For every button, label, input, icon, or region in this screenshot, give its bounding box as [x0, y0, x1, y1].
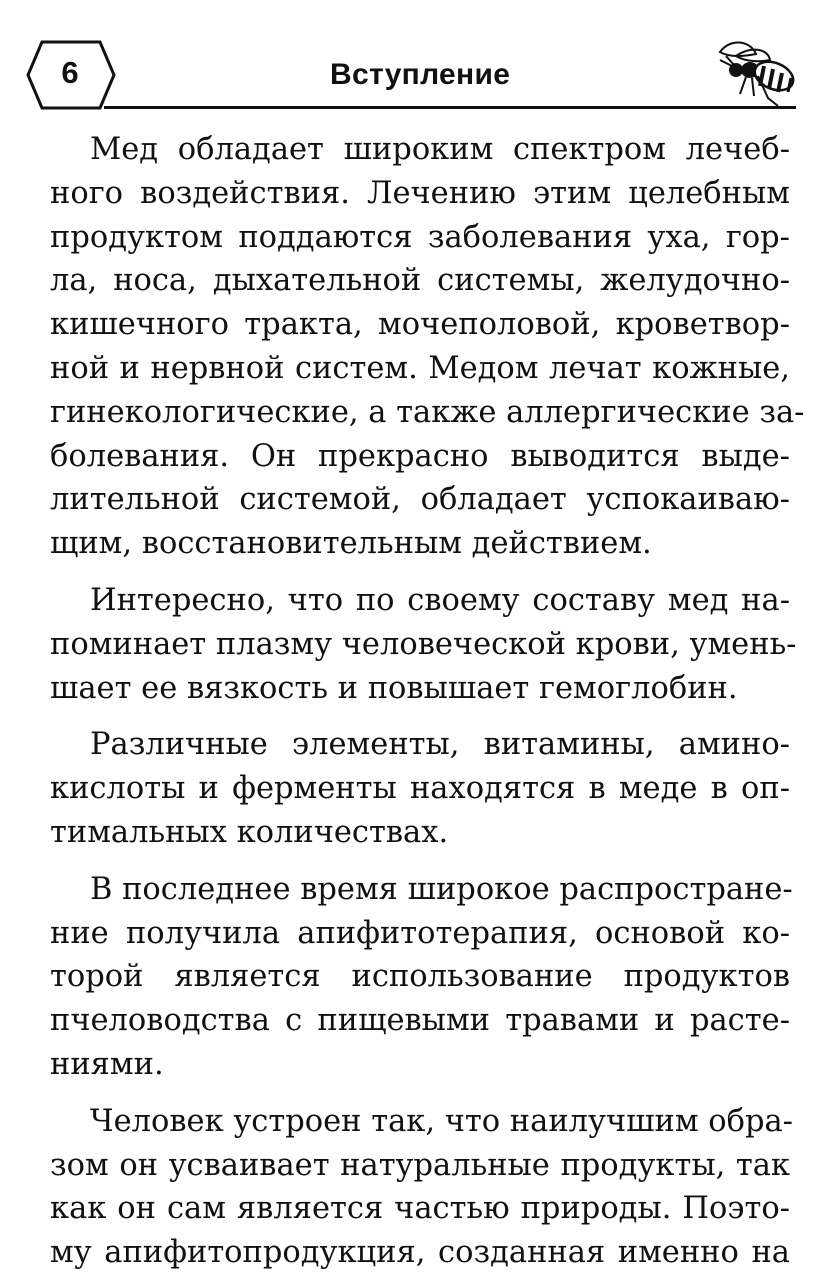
page-number: 6: [61, 55, 79, 90]
text-line: кислоты и ферменты находятся в меде в оп-: [50, 771, 790, 807]
text-line: лительной системой, обладает успокаиваю-: [50, 482, 790, 518]
text-line: ла, носа, дыхательной системы, желудочно-: [50, 263, 790, 299]
text-line: щим, восстановительным действием.: [50, 526, 652, 562]
header-rule: [104, 106, 796, 109]
text-line: тимальных количествах.: [50, 814, 449, 850]
running-title: Вступление: [330, 58, 511, 91]
text-line: Человек устроен так, что наилучшим обра-: [90, 1103, 793, 1139]
text-line: Различные элементы, витамины, амино-: [90, 727, 790, 763]
paragraph: [50, 723, 790, 854]
text-line: му апифитопродукция, созданная именно на: [50, 1235, 790, 1271]
text-line: болевания. Он прекрасно выводится выде-: [50, 438, 790, 474]
paragraph: [50, 868, 793, 1087]
text-line: ной и нервной систем. Медом лечат кожные,: [50, 350, 790, 386]
text-line: ние получила апифитотерапия, основой ко-: [50, 915, 790, 951]
text-line: продуктом поддаются заболевания уха, гор-: [50, 219, 790, 255]
text-line: пчеловодства с пищевыми травами и расте-: [50, 1003, 790, 1039]
text-line: шает ее вязкость и повышает гемоглобин.: [50, 670, 738, 706]
body-text: [50, 128, 805, 1288]
text-line: поминает плазму человеческой крови, умень-: [50, 626, 797, 662]
text-line: В последнее время широкое распростране-: [90, 871, 793, 907]
text-line: гинекологические, а также аллергические за-: [50, 394, 805, 430]
paragraph: [50, 128, 805, 566]
text-line: зом он усваивает натуральные продукты, так: [50, 1147, 790, 1183]
text-line: ниями.: [50, 1046, 164, 1082]
bee-icon: [706, 36, 802, 108]
paragraph: [50, 1100, 793, 1275]
text-line: торой является использование продуктов: [50, 959, 790, 995]
text-line: ного воздействия. Лечению этим целебным: [50, 175, 790, 211]
text-line: как он сам является частью природы. Поэто-: [50, 1191, 790, 1227]
text-line: Мед обладает широким спектром лечеб-: [90, 132, 790, 167]
paragraph: [50, 579, 797, 710]
page-header: [0, 0, 826, 115]
text-line: Интересно, что по своему составу мед на-: [90, 582, 790, 618]
text-line: кишечного тракта, мочеполовой, кроветвор-: [50, 307, 790, 343]
